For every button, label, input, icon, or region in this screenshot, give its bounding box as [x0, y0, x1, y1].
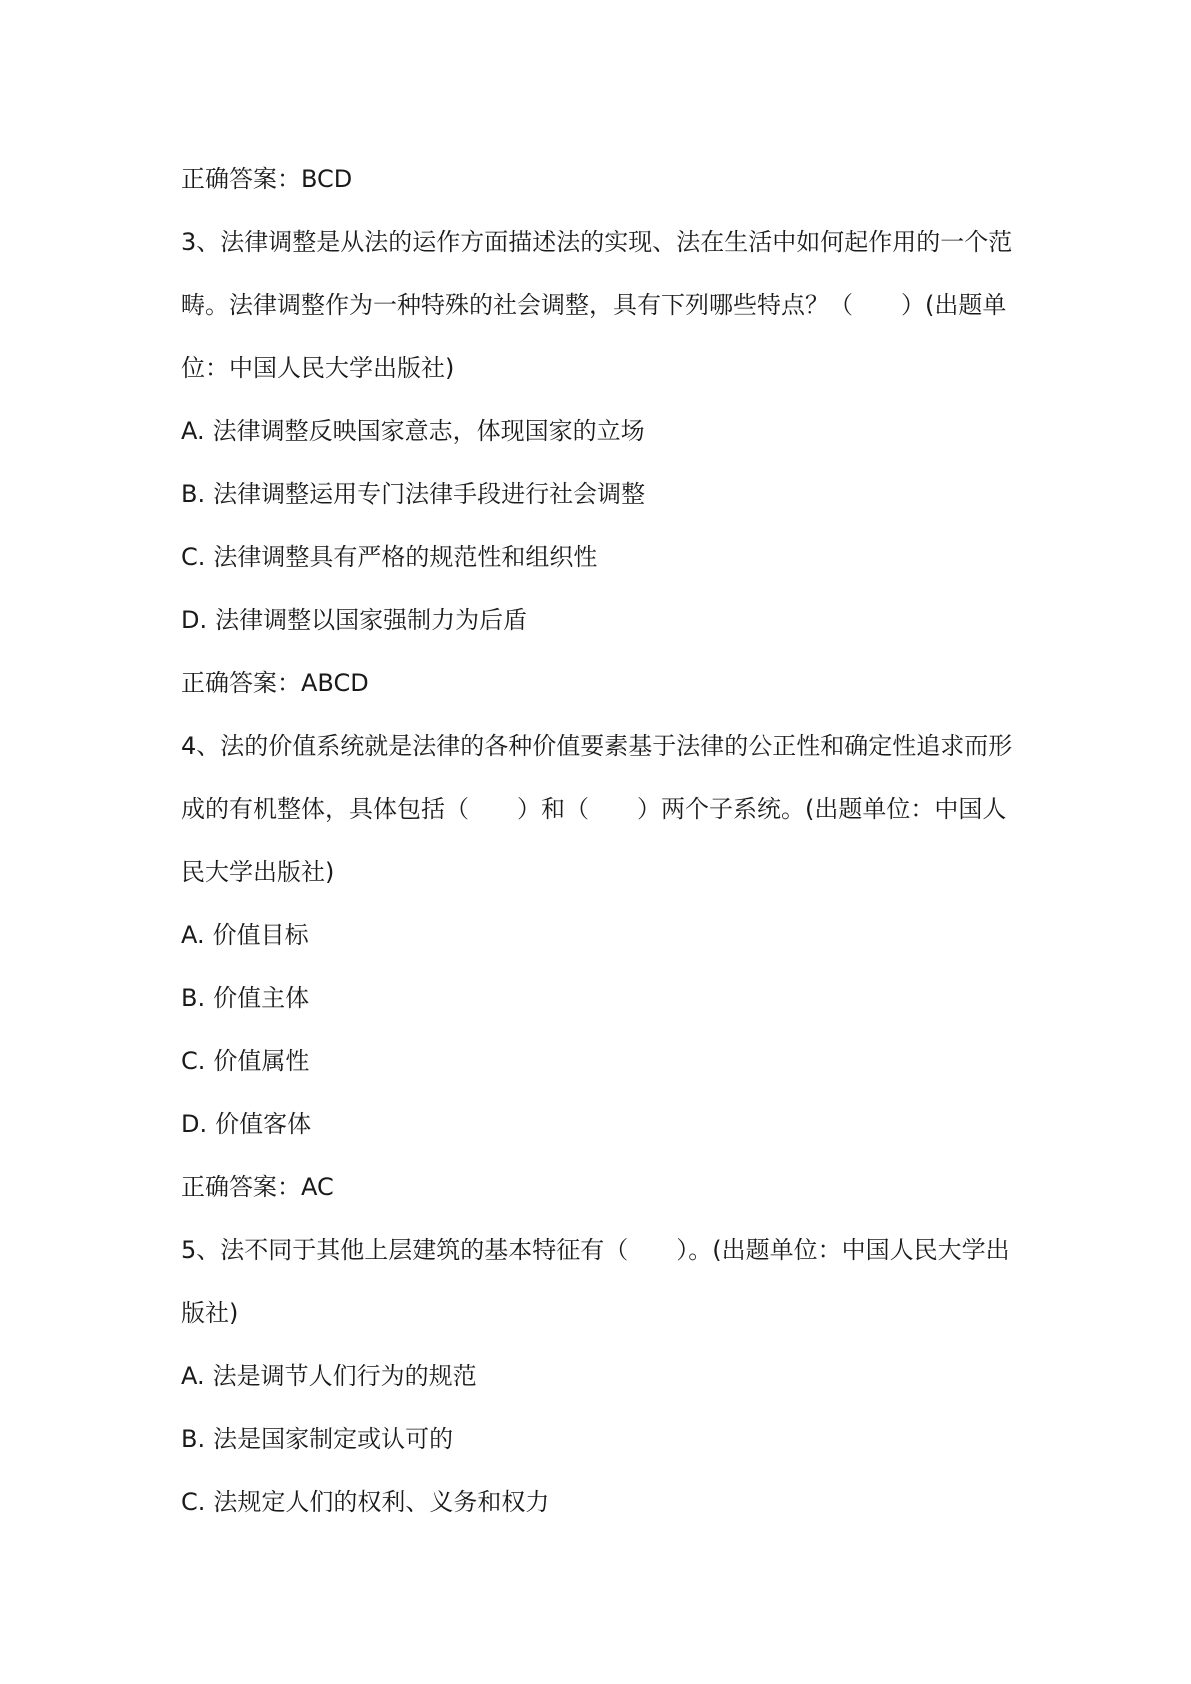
question-stem-line: 成的有机整体，具体包括（ ）和（ ）两个子系统。(出题单位：中国人	[181, 795, 1007, 823]
option-b	[181, 463, 1021, 526]
option-c	[181, 1030, 1021, 1093]
option-b	[181, 967, 1021, 1030]
option-text: 价值客体	[215, 1110, 312, 1138]
option-text: 法律调整反映国家意志，体现国家的立场	[212, 417, 645, 445]
correct-answer: 正确答案：ABCD	[181, 669, 369, 697]
question-stem-line: 3、法律调整是从法的运作方面描述法的实现、法在生活中如何起作用的一个范	[181, 228, 1013, 256]
option-text: 价值属性	[213, 1047, 310, 1075]
option-letter: B.	[181, 1425, 206, 1453]
question-stem-line: 民大学出版社)	[181, 858, 335, 886]
option-text: 法律调整具有严格的规范性和组织性	[213, 543, 598, 571]
option-letter: C.	[181, 1047, 206, 1075]
option-letter: B.	[181, 480, 206, 508]
option-d	[181, 589, 1021, 652]
option-letter: C.	[181, 1488, 206, 1516]
option-letter: A.	[181, 417, 205, 445]
option-letter: D.	[181, 606, 208, 634]
previous-answer: 正确答案：BCD	[181, 165, 353, 193]
option-letter: D.	[181, 1110, 208, 1138]
question-5	[181, 1219, 1021, 1534]
question-stem-line: 版社)	[181, 1299, 239, 1327]
option-text: 法律调整运用专门法律手段进行社会调整	[213, 480, 646, 508]
option-letter: A.	[181, 921, 205, 949]
question-stem-line: 位：中国人民大学出版社)	[181, 354, 455, 382]
option-text: 法是调节人们行为的规范	[212, 1362, 477, 1390]
question-3	[181, 211, 1021, 715]
option-letter: B.	[181, 984, 206, 1012]
option-d	[181, 1093, 1021, 1156]
question-stem-line: 畴。法律调整作为一种特殊的社会调整，具有下列哪些特点？（ ）(出题单	[181, 291, 1007, 319]
option-letter: A.	[181, 1362, 205, 1390]
option-text: 价值目标	[212, 921, 309, 949]
question-stem-line: 5、法不同于其他上层建筑的基本特征有（ ）。(出题单位：中国人民大学出	[181, 1236, 1010, 1264]
option-text: 价值主体	[213, 984, 310, 1012]
option-text: 法律调整以国家强制力为后盾	[215, 606, 528, 634]
document-content	[181, 148, 1021, 1534]
option-a	[181, 904, 1021, 967]
option-c	[181, 1471, 1021, 1534]
correct-answer: 正确答案：AC	[181, 1173, 334, 1201]
option-b	[181, 1408, 1021, 1471]
question-stem-line: 4、法的价值系统就是法律的各种价值要素基于法律的公正性和确定性追求而形	[181, 732, 1013, 760]
option-a	[181, 1345, 1021, 1408]
option-text: 法规定人们的权利、义务和权力	[213, 1488, 550, 1516]
question-4	[181, 715, 1021, 1219]
option-a	[181, 400, 1021, 463]
option-text: 法是国家制定或认可的	[213, 1425, 454, 1453]
option-letter: C.	[181, 543, 206, 571]
option-c	[181, 526, 1021, 589]
